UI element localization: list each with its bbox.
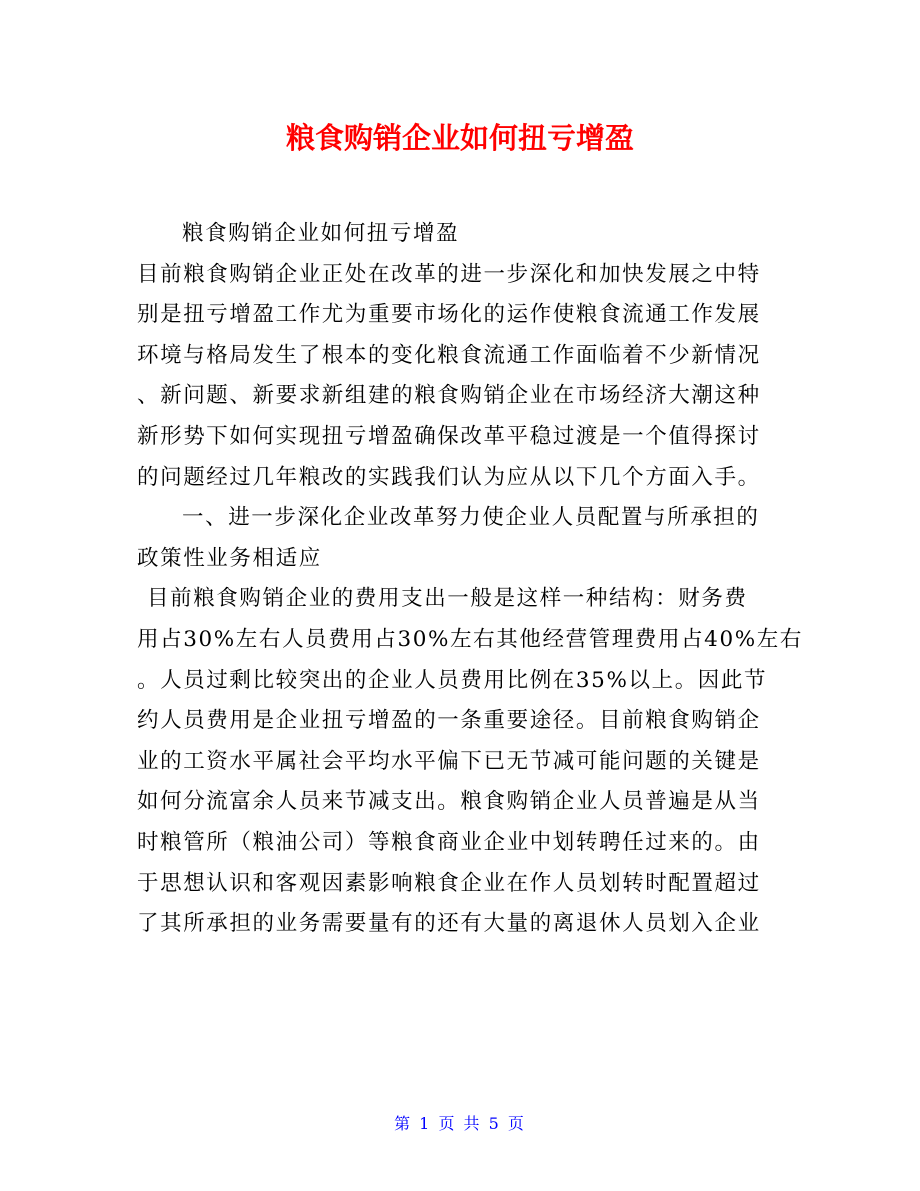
paragraph-line: 、新问题、新要求新组建的粮食购销企业在市场经济大潮这种 <box>137 383 761 409</box>
paragraph-line: 用占30%左右人员费用占30%左右其他经营管理费用占40%左右 <box>137 626 803 652</box>
document-body <box>137 214 803 945</box>
paragraph-line: 环境与格局发生了根本的变化粮食流通工作面临着不少新情况 <box>137 342 761 368</box>
section-heading-line: 政策性业务相适应 <box>137 545 322 571</box>
paragraph-line: 目前粮食购销企业正处在改革的进一步深化和加快发展之中特 <box>137 261 761 287</box>
paragraph-line: 。人员过剩比较突出的企业人员费用比例在35%以上。因此节 <box>137 667 768 693</box>
paragraph-line: 别是扭亏增盈工作尤为重要市场化的运作使粮食流通工作发展 <box>137 302 761 328</box>
section-heading-line: 一、进一步深化企业改革努力使企业人员配置与所承担的 <box>182 505 760 531</box>
paragraph-line: 新形势下如何实现扭亏增盈确保改革平稳过渡是一个值得探讨 <box>137 423 761 449</box>
paragraph-line: 的问题经过几年粮改的实践我们认为应从以下几个方面入手。 <box>137 464 761 490</box>
paragraph-line: 业的工资水平属社会平均水平偏下已无节减可能问题的关键是 <box>137 748 761 774</box>
paragraph-line: 时粮管所（粮油公司）等粮食商业企业中划转聘任过来的。由 <box>137 829 761 855</box>
paragraph-line: 如何分流富余人员来节减支出。粮食购销企业人员普遍是从当 <box>137 789 761 815</box>
paragraph-line: 目前粮食购销企业的费用支出一般是这样一种结构：财务费 <box>147 586 748 612</box>
page-number-footer: 第 1 页 共 5 页 <box>394 1114 526 1133</box>
subtitle-line: 粮食购销企业如何扭亏增盈 <box>182 221 460 246</box>
paragraph-line: 了其所承担的业务需要量有的还有大量的离退休人员划入企业 <box>137 911 761 937</box>
paragraph-line: 于思想认识和客观因素影响粮食企业在作人员划转时配置超过 <box>137 870 761 896</box>
paragraph-line: 约人员费用是企业扭亏增盈的一条重要途径。目前粮食购销企 <box>137 708 761 734</box>
document-title: 粮食购销企业如何扭亏增盈 <box>285 121 634 155</box>
